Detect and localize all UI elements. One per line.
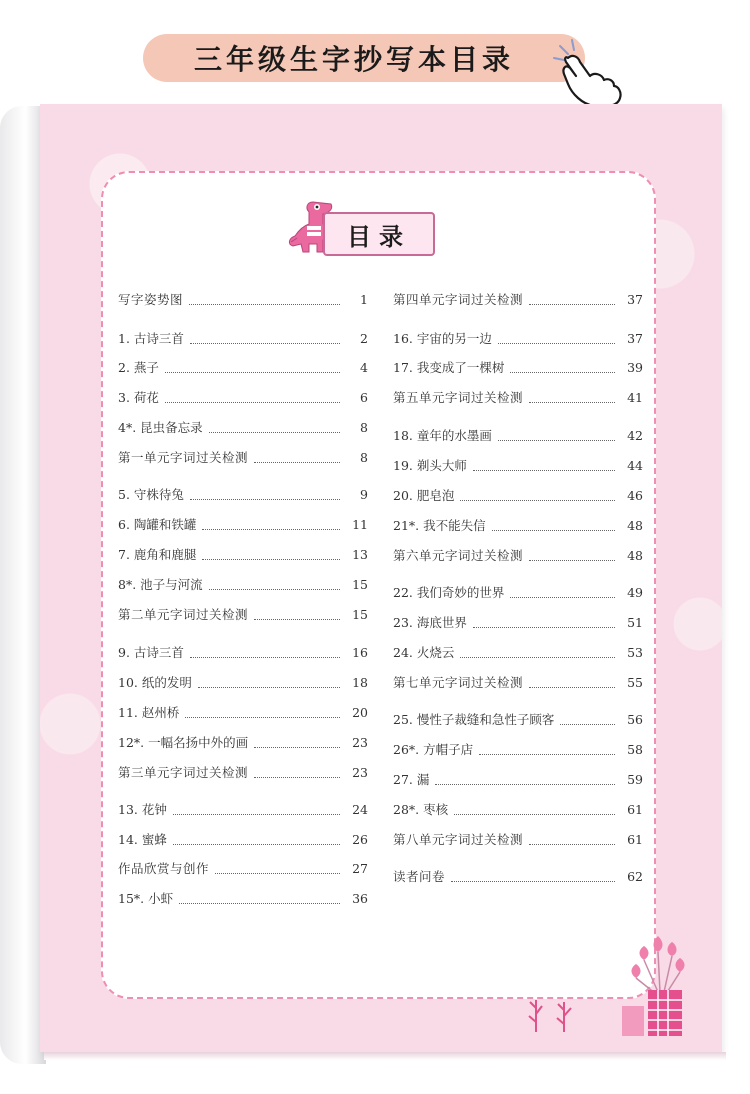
toc-entry-page: 62 [627,868,643,884]
toc-leader-dots [498,432,615,441]
toc-entry[interactable] [393,712,643,728]
toc-leader-dots [190,649,340,658]
toc-entry[interactable] [393,832,643,848]
toc-leader-dots [215,865,340,874]
toc-entry-page: 42 [627,427,643,443]
toc-leader-dots [510,589,615,598]
toc-entry-title: 13. 花钟 [118,801,167,817]
toc-entry-page: 24 [352,801,368,817]
toc-entry-page: 36 [352,890,368,906]
toc-entry[interactable] [118,331,368,347]
toc-entry[interactable] [118,487,368,503]
toc-entry-page: 41 [627,389,643,405]
toc-leader-dots [185,709,340,718]
toc-leader-dots [510,364,615,373]
toc-entry-page: 61 [627,801,643,817]
toc-entry[interactable] [393,390,643,406]
toc-entry[interactable] [393,772,643,788]
toc-entry-title: 9. 古诗三首 [118,644,184,660]
sprig-icon [526,994,578,1034]
toc-leader-dots [460,649,615,658]
toc-entry-page: 48 [627,547,643,563]
toc-entry-title: 25. 慢性子裁缝和急性子顾客 [393,711,555,727]
toc-entry-page: 2 [360,330,368,346]
toc-entry[interactable] [118,292,368,308]
toc-entry-page: 15 [352,606,368,622]
toc-entry-title: 11. 赵州桥 [118,704,180,720]
toc-leader-dots [165,364,340,373]
toc-entry-title: 第五单元字词过关检测 [393,389,524,405]
toc-entry-title: 作品欣赏与创作 [118,860,210,876]
toc-leader-dots [254,454,340,463]
toc-entry-title: 12*. 一幅名扬中外的画 [118,734,249,750]
toc-entry-page: 23 [352,764,368,780]
toc-heading [323,212,435,256]
toc-entry-title: 2. 燕子 [118,359,159,375]
toc-entry-page: 46 [627,487,643,503]
toc-entry[interactable] [118,645,368,661]
toc-entry[interactable] [118,517,368,533]
toc-leader-dots [209,581,340,590]
toc-entry[interactable] [118,450,368,466]
toc-leader-dots [189,296,340,305]
toc-entry-title: 8*. 池子与河流 [118,576,203,592]
toc-entry-title: 19. 剃头大师 [393,457,467,473]
toc-entry-title: 5. 守株待兔 [118,486,184,502]
toc-entry-page: 23 [352,734,368,750]
toc-entry-title: 第二单元字词过关检测 [118,606,249,622]
toc-leader-dots [460,492,615,501]
toc-entry[interactable] [118,861,368,877]
toc-entry-title: 10. 纸的发明 [118,674,192,690]
toc-entry-title: 写字姿势图 [118,291,184,307]
flower-pot-icon [620,932,696,1040]
toc-leader-dots [254,769,340,778]
toc-entry-page: 27 [352,860,368,876]
toc-entry-title: 27. 漏 [393,771,430,787]
toc-entry-page: 44 [627,457,643,473]
toc-entry[interactable] [393,331,643,347]
toc-entry-page: 51 [627,614,643,630]
toc-entry[interactable] [393,675,643,691]
toc-entry-title: 24. 火烧云 [393,644,455,660]
toc-entry-title: 18. 童年的水墨画 [393,427,492,443]
toc-leader-dots [529,296,615,305]
toc-leader-dots [190,335,340,344]
toc-entry[interactable] [118,420,368,436]
toc-leader-dots [451,873,615,882]
toc-leader-dots [560,716,615,725]
pointing-hand-icon [546,36,626,108]
toc-leader-dots [202,521,340,530]
toc-entry-page: 4 [360,359,368,375]
toc-entry-page: 48 [627,517,643,533]
toc-entry-title: 第四单元字词过关检测 [393,291,524,307]
toc-entry[interactable] [393,458,643,474]
toc-entry-page: 55 [627,674,643,690]
toc-entry-title: 17. 我变成了一棵树 [393,359,505,375]
toc-entry[interactable] [118,705,368,721]
toc-entry-title: 23. 海底世界 [393,614,467,630]
toc-entry[interactable] [118,390,368,406]
banner-title: 三年级生字抄写本目录 [193,43,514,76]
toc-leader-dots [529,552,615,561]
toc-leader-dots [209,424,340,433]
toc-entry[interactable] [118,802,368,818]
toc-leader-dots [179,895,340,904]
toc-leader-dots [165,394,340,403]
toc-entry-page: 8 [360,419,368,435]
toc-entry-title: 第三单元字词过关检测 [118,764,249,780]
toc-entry-title: 7. 鹿角和鹿腿 [118,546,197,562]
toc-entry[interactable] [393,742,643,758]
toc-entry[interactable] [393,518,643,534]
toc-leader-dots [479,746,615,755]
toc-entry-title: 15*. 小虾 [118,890,174,906]
toc-entry-title: 第七单元字词过关检测 [393,674,524,690]
toc-entry-title: 1. 古诗三首 [118,330,184,346]
toc-leader-dots [198,679,340,688]
toc-leader-dots [473,462,615,471]
toc-entry-page: 6 [360,389,368,405]
toc-entry-page: 59 [627,771,643,787]
toc-entry[interactable] [118,891,368,907]
toc-entry-page: 58 [627,741,643,757]
toc-entry-page: 53 [627,644,643,660]
toc-leader-dots [473,619,615,628]
toc-entry-page: 16 [352,644,368,660]
toc-leader-dots [454,806,615,815]
toc-entry-title: 4*. 昆虫备忘录 [118,419,203,435]
toc-entry[interactable] [393,615,643,631]
toc-leader-dots [529,679,615,688]
toc-entry-page: 49 [627,584,643,600]
page-shadow [44,1052,726,1060]
toc-entry-title: 6. 陶罐和铁罐 [118,516,197,532]
toc-entry-page: 20 [352,704,368,720]
toc-leader-dots [498,335,615,344]
toc-entry-title: 21*. 我不能失信 [393,517,486,533]
toc-entry-title: 26*. 方帽子店 [393,741,474,757]
toc-leader-dots [254,611,340,620]
toc-entry[interactable] [118,547,368,563]
toc-entry-title: 第一单元字词过关检测 [118,449,249,465]
toc-leader-dots [173,836,340,845]
toc-entry[interactable] [393,488,643,504]
toc-leader-dots [190,491,340,500]
toc-entry-title: 第八单元字词过关检测 [393,831,524,847]
toc-entry-page: 18 [352,674,368,690]
toc-leader-dots [173,806,340,815]
toc-entry-title: 读者问卷 [393,868,446,884]
toc-entry[interactable] [118,577,368,593]
toc-entry-page: 61 [627,831,643,847]
toc-entry[interactable] [393,645,643,661]
toc-entry[interactable] [393,428,643,444]
toc-entry-title: 22. 我们奇妙的世界 [393,584,505,600]
toc-entry[interactable] [118,765,368,781]
toc-leader-dots [492,522,615,531]
toc-entry[interactable] [393,869,643,885]
toc-leader-dots [202,551,340,560]
toc-entry-page: 37 [627,330,643,346]
toc-entry[interactable] [118,832,368,848]
toc-leader-dots [529,394,615,403]
toc-entry-title: 3. 荷花 [118,389,159,405]
toc-leader-dots [254,739,340,748]
toc-entry-page: 56 [627,711,643,727]
toc-entry-title: 20. 肥皂泡 [393,487,455,503]
toc-entry[interactable] [118,360,368,376]
toc-leader-dots [529,836,615,845]
toc-entry[interactable] [393,548,643,564]
toc-entry-title: 28*. 枣核 [393,801,449,817]
toc-entry[interactable] [393,802,643,818]
toc-entry-page: 11 [352,516,368,532]
toc-entry-title: 第六单元字词过关检测 [393,547,524,563]
toc-entry-page: 9 [360,486,368,502]
page-banner [143,34,585,82]
toc-entry[interactable] [118,607,368,623]
toc-entry-title: 16. 宇宙的另一边 [393,330,492,346]
toc-entry[interactable] [118,735,368,751]
toc-entry[interactable] [118,675,368,691]
toc-leader-dots [435,776,615,785]
toc-entry-page: 39 [627,359,643,375]
toc-entry-page: 1 [360,291,368,307]
toc-entry-page: 37 [627,291,643,307]
toc-entry[interactable] [393,360,643,376]
toc-entry-page: 13 [352,546,368,562]
toc-entry[interactable] [393,585,643,601]
toc-entry-title: 14. 蜜蜂 [118,831,167,847]
toc-heading-text: 目录 [347,222,411,251]
toc-entry-page: 15 [352,576,368,592]
toc-entry[interactable] [393,292,643,308]
toc-entry-page: 8 [360,449,368,465]
toc-entry-page: 26 [352,831,368,847]
